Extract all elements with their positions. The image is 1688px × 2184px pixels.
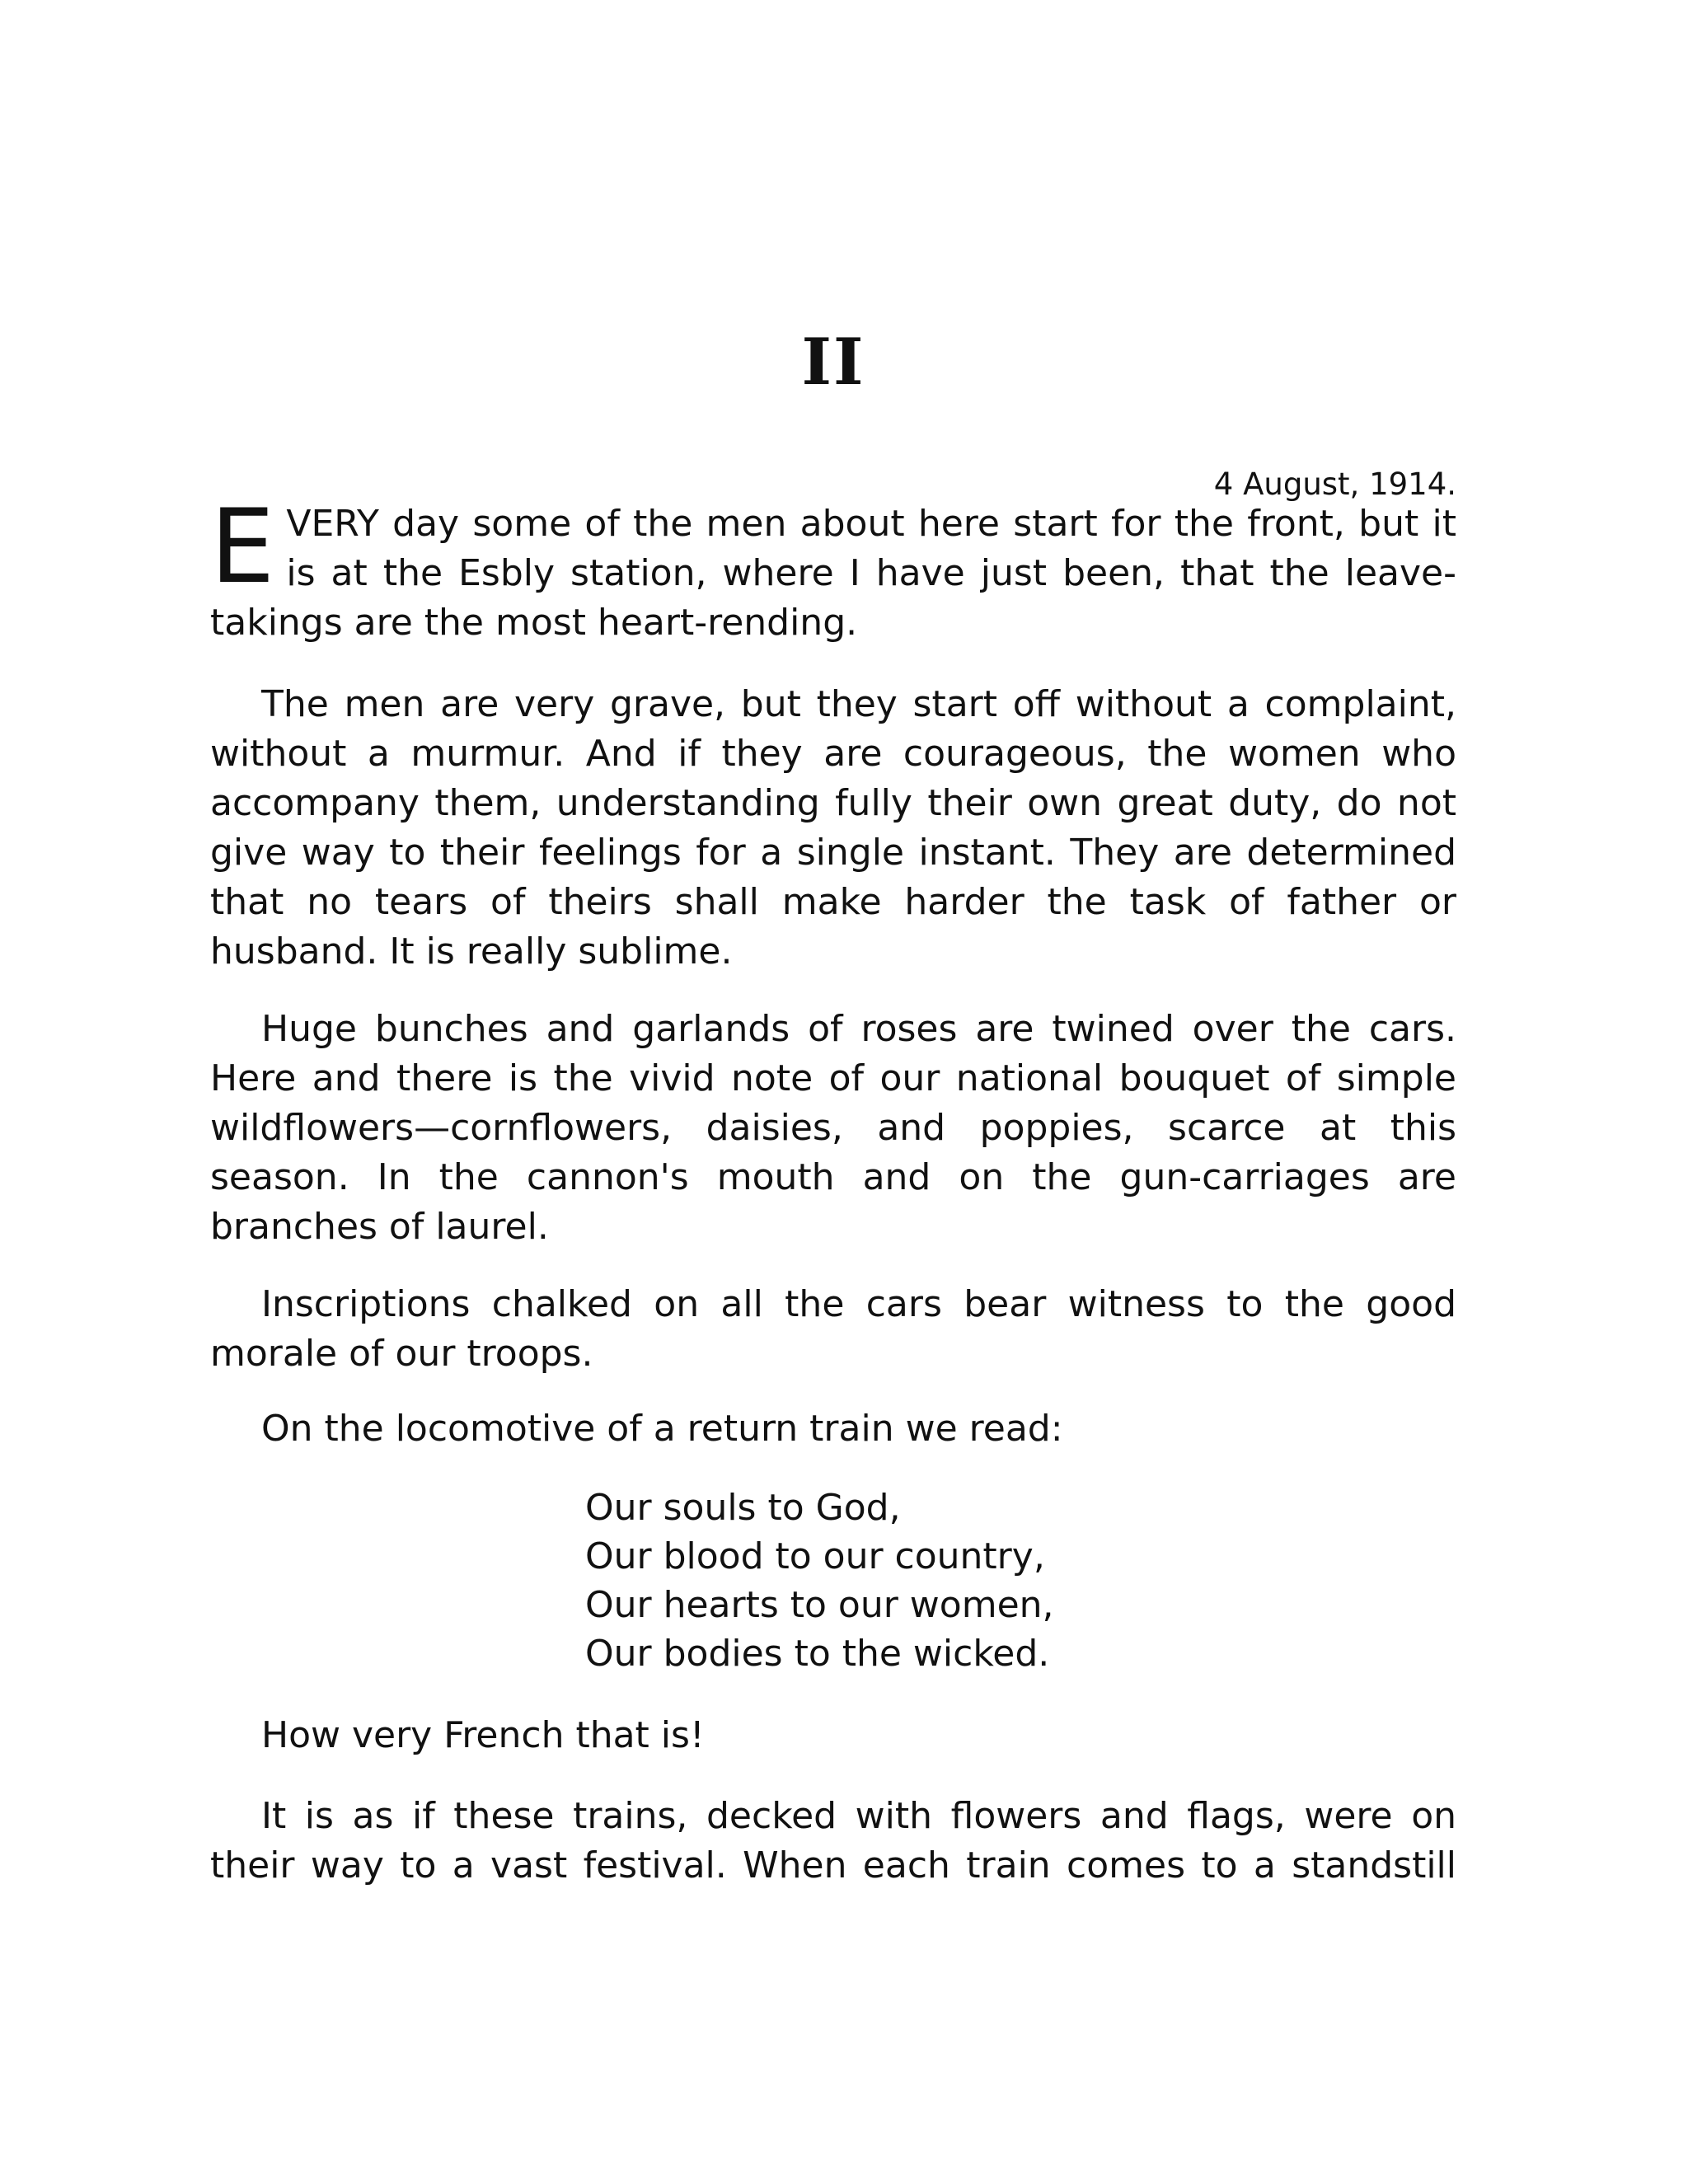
verse-line: Our blood to our country, — [585, 1535, 1045, 1577]
paragraph-flowers: Huge bunches and garlands of roses are twined over the cars. Here and there is the vivid note of our national bouquet of simple wildflowers—cornflowers, daisies, and poppies, scarce at this season. In the cannon's mouth and on the gun-carriages are branches of laurel. — [210, 1008, 1456, 1248]
paragraph-locomotive: On the locomotive of a return train we read: — [261, 1408, 1063, 1450]
chapter-heading: II — [801, 325, 865, 400]
verse-inscription — [585, 1483, 1054, 1678]
letter-date: 4 August, 1914. — [1213, 466, 1456, 502]
paragraph-remark: How very French that is! — [261, 1714, 705, 1756]
verse-line: Our souls to God, — [585, 1487, 901, 1529]
verse-line: Our bodies to the wicked. — [585, 1633, 1050, 1675]
verse-line: Our hearts to our women, — [585, 1584, 1054, 1626]
drop-cap-letter: E — [210, 488, 275, 607]
first-paragraph-text: VERY day some of the men about here start for the front, but it is at the Esbly station, where I have just been, that the leave-takings are the most heart-rending. — [210, 503, 1456, 644]
paragraph-departures: The men are very grave, but they start off without a complaint, without a murmur. And if they are courageous, the women who accompany them, understanding fully their own great duty, do not give way to their feelings for a single instant. They are determined that no tears of theirs shall make harder the task of father or husband. It is really sublime. — [210, 683, 1456, 972]
paragraph-festival: It is as if these trains, decked with flowers and flags, were on their way to a vast festival. When each train comes to a standstill — [210, 1795, 1456, 1886]
paragraph-inscriptions: Inscriptions chalked on all the cars bear witness to the good morale of our troops. — [210, 1283, 1456, 1375]
first-paragraph — [210, 488, 1456, 648]
